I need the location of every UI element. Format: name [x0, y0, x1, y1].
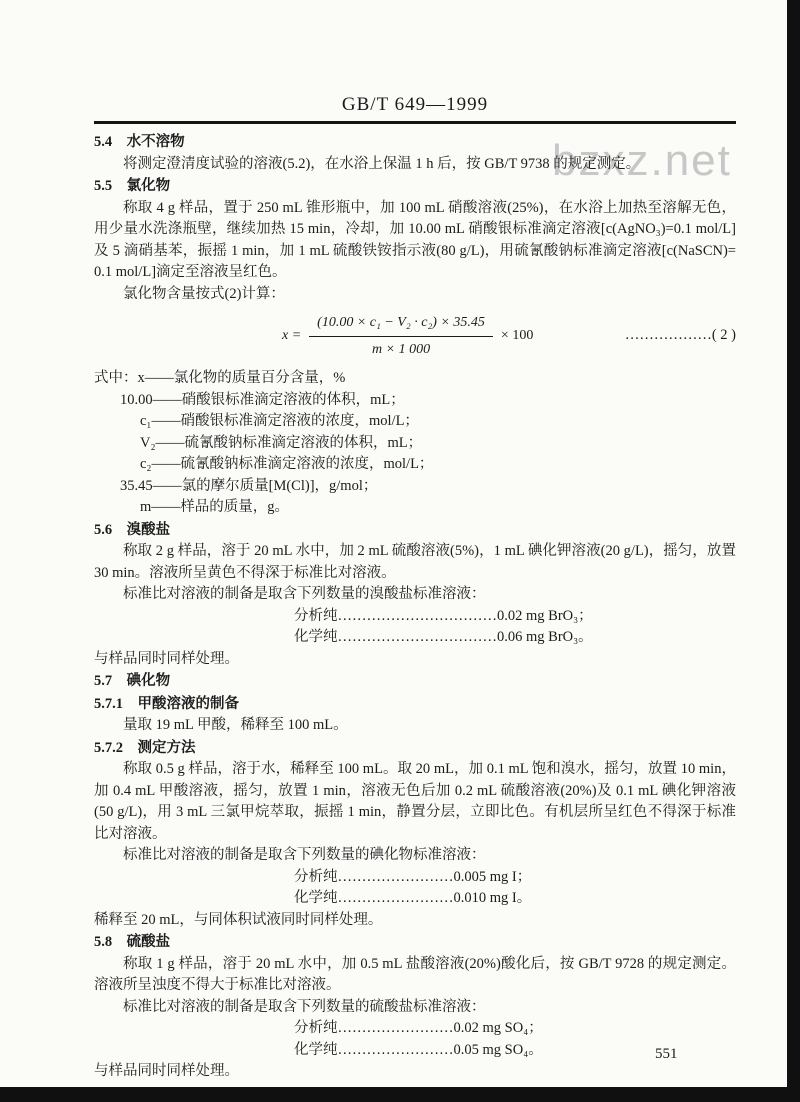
formula-reference — [625, 325, 736, 347]
standard-solution-line: 分析纯……………………0.02 mg SO₄； — [294, 1020, 543, 1036]
paragraph: 称取 4 g 样品，置于 250 mL 锥形瓶中，加 100 mL 硝酸溶液(25%)，在水浴上加热至溶解无色，用少量水洗涤瓶壁，继续加热 15 min，冷却，加 10.00 mL 硝酸银标准滴定溶液[c(AgNO₃)=0.1 mol/L]及 5 滴硝基苯，振摇 1 min，加 1 mL 硫酸铁铵指示液(80 g/L)，用硫氰酸钠标准滴定溶液[c(NaSCN)= 0.1 mol/L]滴定至溶液呈红色。 — [94, 199, 736, 280]
section-heading-5-5: 5.5 氯化物 — [94, 178, 171, 194]
standard-solution-line: 化学纯……………………0.05 mg SO₄。 — [294, 1041, 543, 1058]
section-heading-5-6: 5.6 溴酸盐 — [94, 521, 171, 538]
standard-solution-line: 分析纯……………………0.005 mg I； — [294, 868, 532, 885]
standard-solution-line: 分析纯……………………………0.02 mg BrO₃； — [294, 607, 593, 624]
paragraph: 标准比对溶液的制备是取含下列数量的溴酸盐标准溶液： — [123, 586, 486, 602]
scan-edge-right-bar — [787, 0, 800, 1102]
paragraph: 量取 19 mL 甲酸，稀释至 100 mL。 — [123, 717, 348, 733]
header-rule — [94, 121, 736, 124]
paragraph: 与样品同时同样处理。 — [94, 1063, 239, 1079]
paragraph: 称取 1 g 样品，溶于 20 mL 水中，加 0.5 mL 盐酸溶液(20%)酸化后，按 GB/T 9728 的规定测定。溶液所呈浊度不得大于标准比对溶液。 — [94, 955, 736, 993]
document-content — [94, 92, 736, 1083]
paragraph: 称取 2 g 样品，溶于 20 mL 水中，加 2 mL 硫酸溶液(5%)，1 mL 碘化钾溶液(20 g/L)，摇匀，放置 30 min。溶液所呈黄色不得深于标准比对溶液。 — [94, 543, 736, 581]
paragraph: 标准比对溶液的制备是取含下列数量的硫酸盐标准溶液： — [123, 998, 486, 1015]
formula-expression — [282, 312, 533, 360]
definition-line: 10.00——硝酸银标准滴定溶液的体积，mL； — [120, 391, 405, 408]
paragraph: 将测定澄清度试验的溶液(5.2)，在水浴上保温 1 h 后，按 GB/T 9738 的规定测定。 — [123, 155, 641, 172]
definition-line: V₂——硫氰酸钠标准滴定溶液的体积，mL； — [140, 434, 423, 451]
standard-number: GB/T 649—1999 — [341, 94, 489, 115]
watermark: bzxz.net — [552, 136, 732, 185]
page-number: 551 — [655, 1046, 678, 1062]
paragraph: 氯化物含量按式(2)计算： — [123, 285, 285, 302]
definition-line: 式中：x——氯化物的质量百分含量，% — [94, 370, 346, 386]
definition-line: c₂——硫氰酸钠标准滴定溶液的浓度，mol/L； — [140, 456, 434, 472]
formula-number: ( 2 ) — [711, 327, 736, 344]
paragraph: 称取 0.5 g 样品，溶于水，稀释至 100 mL。取 20 mL，加 0.1 mL 饱和溴水，摇匀，放置 10 min，加 0.4 mL 甲酸溶液，摇匀，放置 1 min，溶液无色后加 0.2 mL 硫酸溶液(20%)及 0.1 mL 碘化钾溶液(50 g/L)，用 3 mL 三氯甲烷萃取，振摇 1 min，静置分层，立即比色。有机层所呈红色不得深于标准比对溶液。 — [94, 761, 736, 842]
definition-line: c₁——硝酸银标准滴定溶液的浓度，mol/L； — [140, 413, 419, 429]
fraction-numerator: (10.00 × c₁ − V₂ · c₂) × 35.45 — [309, 312, 493, 337]
paragraph: 稀释至 20 mL，与同体积试液同时同样处理。 — [94, 911, 383, 928]
scan-edge-bottom-bar — [0, 1087, 800, 1102]
paragraph: 与样品同时同样处理。 — [94, 650, 239, 667]
paragraph: 标准比对溶液的制备是取含下列数量的碘化物标准溶液： — [123, 847, 486, 863]
section-heading-5-8: 5.8 硫酸盐 — [94, 934, 171, 950]
section-heading-5-7-1: 5.7.1 甲酸溶液的制备 — [94, 695, 239, 712]
fraction — [309, 312, 493, 360]
section-heading-5-7-2: 5.7.2 测定方法 — [94, 739, 196, 756]
section-heading-5-4: 5.4 水不溶物 — [94, 134, 185, 150]
formula-dots: ……………… — [624, 327, 712, 344]
definition-line: 35.45——氯的摩尔质量[M(Cl)]，g/mol； — [120, 477, 378, 494]
standard-solution-line: 化学纯……………………0.010 mg I。 — [294, 890, 532, 906]
formula-chloride — [94, 312, 736, 360]
formula-lhs: x = — [282, 328, 302, 344]
formula-rhs: × 100 — [500, 328, 534, 344]
definition-line: m——样品的质量，g。 — [140, 499, 290, 515]
fraction-denominator: m × 1 000 — [372, 341, 431, 357]
standard-solution-line: 化学纯……………………………0.06 mg BrO₃。 — [294, 629, 593, 645]
section-heading-5-7: 5.7 碘化物 — [94, 673, 171, 689]
